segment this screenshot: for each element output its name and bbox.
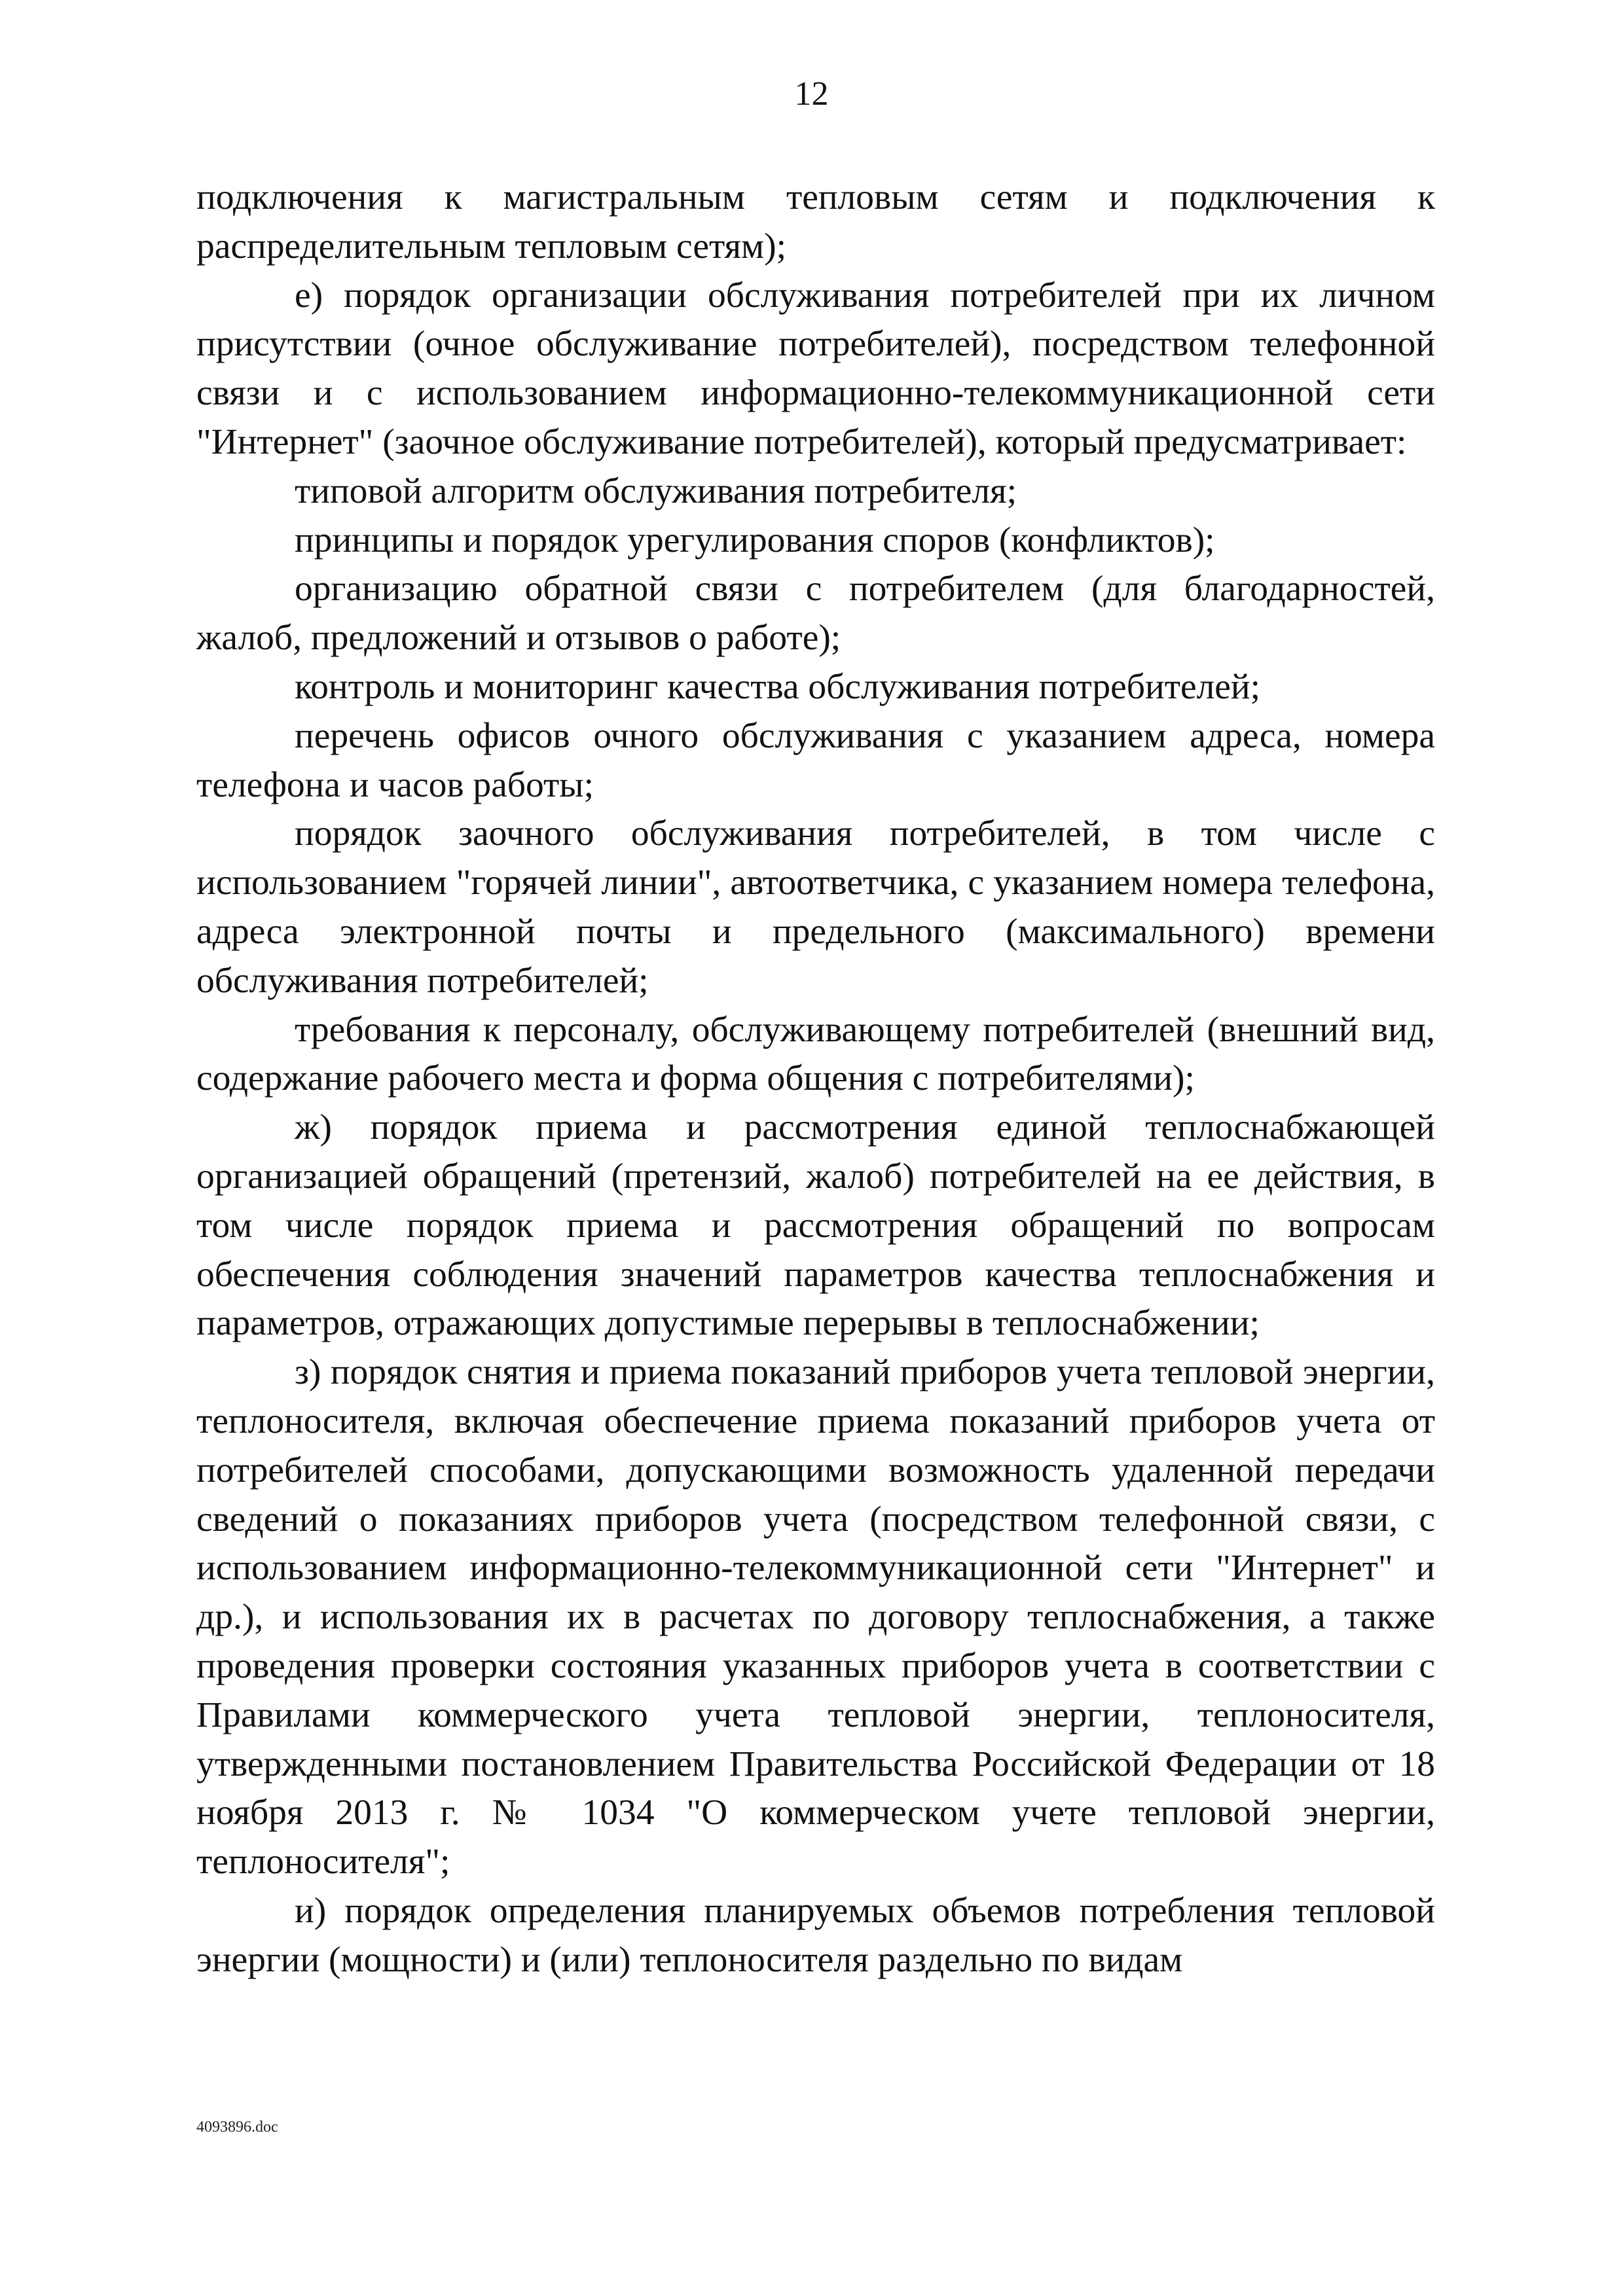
paragraph-quality-control: контроль и мониторинг качества обслуживания потребителей; [295,666,1261,707]
paragraph-item-zh: ж) порядок приема и рассмотрения единой теплоснабжающей организацией обращений (претензий, жалоб) потребителей на ее действия, в том числе порядок приема и рассмотрения обращений по вопросам обеспечения соблюдения значений параметров качества теплоснабжения и параметров, отражающих допустимые перерывы в теплоснабжении; [196,1107,1435,1344]
paragraph-item-i: и) порядок определения планируемых объемов потребления тепловой энергии (мощности) и (или) теплоносителя раздельно по видам [196,1890,1435,1980]
paragraph-staff-requirements: требования к персоналу, обслуживающему потребителей (внешний вид, содержание рабочего места и форма общения с потребителями); [196,1009,1435,1099]
paragraph-remote-service: порядок заочного обслуживания потребителей, в том числе с использованием "горячей линии", автоответчика, с указанием номера телефона, адреса электронной почты и предельного (максимального) времени обслуживания потребителей; [196,814,1435,1001]
paragraph-typical-algorithm: типовой алгоритм обслуживания потребителя; [295,471,1017,511]
paragraph-dispute-resolution: принципы и порядок урегулирования споров (конфликтов); [295,520,1215,560]
paragraph-feedback: организацию обратной связи с потребителем (для благодарностей, жалоб, предложений и отзывов о работе); [196,569,1435,658]
page-number: 12 [794,75,829,113]
paragraph-item-e: е) порядок организации обслуживания потребителей при их личном присутствии (очное обслуживание потребителей), посредством телефонной связи и с использованием информационно-телекоммуникационной сети "Интернет" (заочное обслуживание потребителей), который предусматривает: [196,275,1435,462]
document-file-code: 4093896.doc [196,2119,278,2136]
paragraph-office-list: перечень офисов очного обслуживания с указанием адреса, номера телефона и часов работы; [196,715,1435,805]
document-body [196,173,1435,1984]
paragraph-item-z: з) порядок снятия и приема показаний приборов учета тепловой энергии, теплоносителя, включая обеспечение приема показаний приборов учета от потребителей способами, допускающими возможность удаленной передачи сведений о показаниях приборов учета (посредством телефонной связи, с использованием информационно-телекоммуникационной сети "Интернет" и др.), и использования их в расчетах по договору теплоснабжения, а также проведения проверки состояния указанных приборов учета в соответствии с Правилами коммерческого учета тепловой энергии, теплоносителя, утвержденными постановлением Правительства Российской Федерации от 18 ноября 2013 г. № 1034 "О коммерческом учете тепловой энергии, теплоносителя"; [196,1352,1435,1882]
paragraph-continuation: подключения к магистральным тепловым сетям и подключения к распределительным тепловым сетям); [196,177,1435,266]
